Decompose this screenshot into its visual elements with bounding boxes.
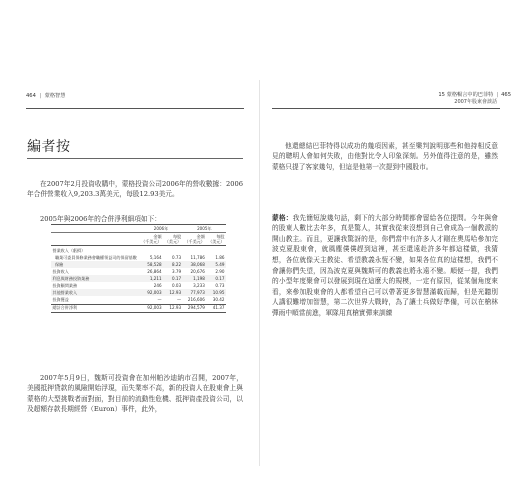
chapter-subtitle: 2007年股東會談話 — [454, 98, 497, 105]
table-total-cell: 41.37 — [206, 304, 226, 312]
left-running-head — [26, 92, 65, 99]
table-column-header-row — [51, 233, 226, 246]
table-row — [51, 296, 226, 304]
table-row-label: 其他營業收入 — [51, 289, 139, 296]
table-column-header — [163, 233, 183, 246]
table-cell: 5.49 — [206, 261, 226, 268]
section-title: 編者按 — [27, 139, 71, 155]
table-cell: 1,198 — [183, 275, 207, 282]
table-row — [51, 282, 226, 289]
table-cell: 1,211 — [139, 275, 163, 282]
page-gutter — [259, 80, 260, 466]
right-page-number: 465 — [501, 92, 511, 98]
table-row-label: 投資獲益 — [52, 297, 69, 303]
table-cell: 246 — [153, 283, 162, 289]
table-corner-cell — [51, 233, 139, 246]
col-header-text: 金額 （千美元） — [184, 233, 205, 245]
paragraph-3: 2007年5月9日，魏斯可投資會在加州帕沙迪納市召開，2007年，美國抵押貸款的風險開始浮現，而失業率不高，新的投資人在股東會上與蒙格的大型挑戰者面對面，對目前的流動性危機、抵押資產投資公司，以及超額存款長期經營（Euron）事件，此外， — [27, 373, 243, 414]
table-cell: 0.17 — [206, 275, 226, 282]
table-cell: 92,003 — [139, 289, 163, 296]
table-cell: 5,164 — [149, 254, 162, 260]
table-cell: 216,606 — [187, 297, 205, 303]
table-cell: 3,233 — [193, 283, 205, 289]
right-header-rule — [272, 108, 500, 109]
table-cell: — — [177, 297, 182, 303]
running-head-separator: | — [496, 92, 499, 98]
table-cell: 3.79 — [172, 269, 182, 274]
paragraph-4: 他還總結巴菲特得以成功的幾項因素，甚至樂判說明那些和他持相反意見的聰明人會如何失敗，由他對比令人印象深刻。另外值得注意的是，雖然蒙格只提了客家幾句，但這是他第一次提到中國股市。 — [272, 141, 498, 171]
table-cell: 0.03 — [172, 283, 182, 289]
table-column-header — [206, 233, 226, 246]
table-row-label: 利息與財務投資業務 — [51, 275, 139, 282]
table-cell: 77,973 — [183, 289, 207, 296]
right-running-head — [438, 92, 511, 105]
table-row — [51, 254, 226, 261]
paragraph-2: 2005年與2006年的合併淨利細項如下： — [40, 214, 161, 223]
table-year-header: 2005年 — [183, 225, 226, 233]
table-total-row — [51, 304, 226, 312]
speaker-label: 蒙格： — [272, 213, 293, 222]
table-cell: 12.93 — [163, 289, 183, 296]
section-title-rule — [27, 158, 243, 159]
table-cell: 1.86 — [215, 254, 225, 260]
table-column-header — [183, 233, 207, 246]
table-cell: 0.73 — [172, 254, 182, 260]
table-cell: 2.90 — [215, 269, 225, 274]
table-cell: 0.17 — [163, 275, 183, 282]
table-group-row — [51, 246, 226, 254]
left-page — [4, 84, 259, 464]
table-total-cell: 12.93 — [163, 304, 183, 312]
table-cell: — — [157, 297, 162, 303]
table-row — [51, 275, 226, 282]
table-row-label: 投資收入 — [52, 269, 69, 274]
chapter-number: 15 — [438, 92, 445, 98]
table-row — [51, 289, 226, 296]
col-header-text: 金額 （千美元） — [141, 233, 162, 245]
paragraph-5-text: 我先簡短說幾句話，剩下的大部分時間都會留給各位提問。今年與會的股東人數比去年多，真是驚人，其實我從來沒想到自己會成為一個教派的開山教主。而且，更讓我驚訝的是，你們當中有許多人才剛在奧馬哈參加完波克夏股東會，就風塵僕僕趕到這裡，甚至還遠赴許多年都這樣做，我猜想，各位就像天主教徒、希望教義永恆不變，如果各位真的這樣想，我們不會讓你們失望，因為波克夏與魏斯可的教義也將永遠不變。順便一提，我們的小型年度聚會可以發展到現在這麼大的規模，一定有原因，從某個角度來看，來參加股東會的人都希望自己可以帶著更多智慧滿載而歸，但是光聽別人講很難增加智慧，第二次世界大戰時，為了讓士兵做好準備，可以在槍林彈雨中順當前進，軍隊用真槍實彈來訓練 — [272, 213, 498, 318]
table-body — [51, 246, 226, 312]
left-header-rule — [26, 108, 244, 109]
table-corner-cell — [51, 225, 139, 233]
table-cell: 30.42 — [212, 297, 225, 303]
col-header-text: 每股 （美元） — [208, 233, 225, 245]
left-page-number: 464 — [26, 93, 36, 99]
table-cell: 0.73 — [215, 283, 225, 289]
left-running-head-title: 蒙格智慧 — [44, 93, 66, 99]
table-cell: 10.95 — [206, 289, 226, 296]
table-row — [51, 261, 226, 268]
table-row — [51, 268, 226, 275]
table-cell: 58,528 — [139, 261, 163, 268]
table-row-label: 投資顧問業務 — [52, 283, 78, 289]
chapter-title: 蒙格暢言中的巴菲特 — [446, 92, 494, 98]
financial-table — [51, 224, 226, 313]
table-group-label: 營業收入（虧損） — [52, 247, 86, 253]
table-column-header — [139, 233, 163, 246]
table-year-header: 2006年 — [139, 225, 182, 233]
table-total-cell: 294,579 — [183, 304, 207, 312]
right-page — [262, 84, 517, 464]
paragraph-5 — [272, 213, 498, 319]
table-cell: 11,786 — [190, 254, 205, 260]
table-total-label: 總計合併淨利 — [51, 304, 139, 312]
table-row-label: 保險 — [51, 261, 139, 268]
table-total-cell: 92,003 — [139, 304, 163, 312]
paragraph-1: 在2007年2月投資收購中，蒙格投資公司2006年的營收數據：2006年合併營業收入9,203.3萬美元，每股12.93美元。 — [27, 179, 243, 199]
table-year-header-row — [51, 225, 226, 233]
table-cell: 26,864 — [147, 269, 162, 274]
table-cell: 8.22 — [163, 261, 183, 268]
table-cell: 38,068 — [183, 261, 207, 268]
table-cell: 20,676 — [190, 269, 205, 274]
col-header-text: 每股 （美元） — [164, 233, 182, 245]
running-head-separator: | — [39, 93, 42, 99]
table-row-label: 職業可委員保修業務會職權領益司的保留基數 — [55, 254, 137, 260]
